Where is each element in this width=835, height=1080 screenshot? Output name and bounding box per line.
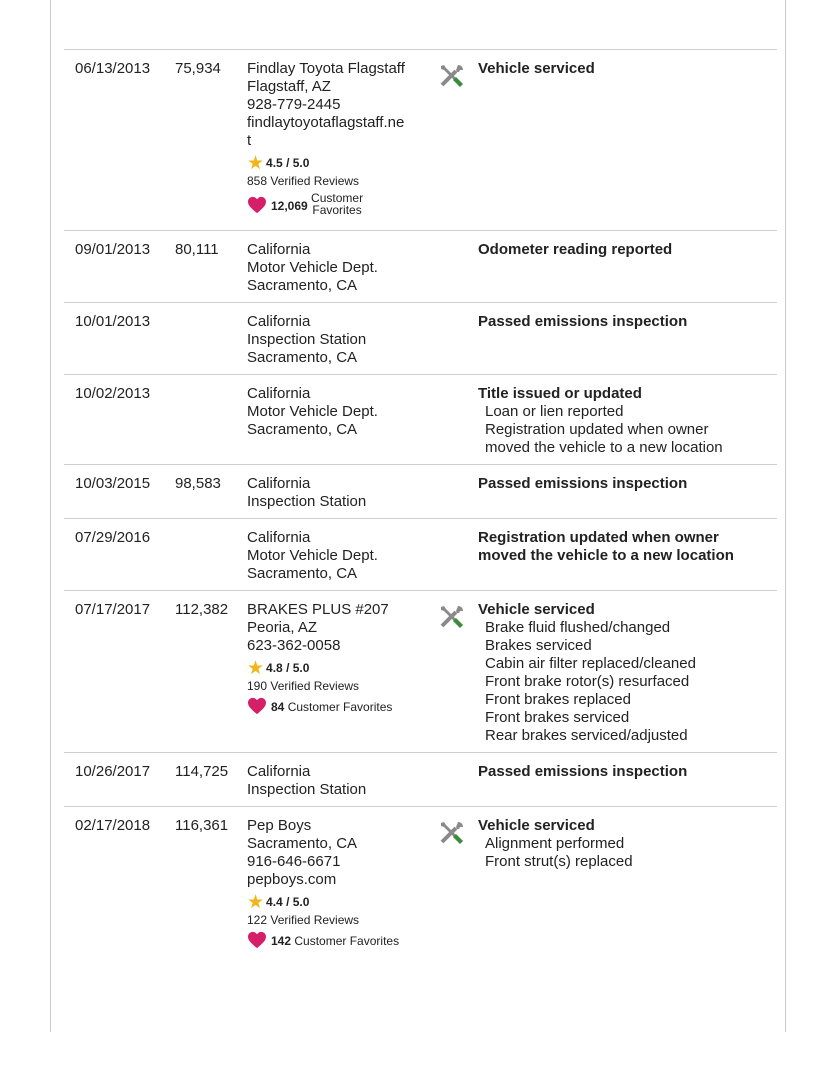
favorites-label-line: Customer	[311, 191, 364, 205]
rating	[247, 660, 392, 677]
table-row	[64, 303, 777, 375]
favorites-label: Customer Favorites	[287, 700, 393, 714]
row-details	[478, 817, 633, 871]
row-date: 10/03/2015	[75, 475, 151, 492]
table-row	[64, 231, 777, 303]
source-phone[interactable]: 916-646-6671	[247, 853, 341, 870]
row-odometer: 114,725	[175, 763, 229, 780]
source-line: California	[247, 475, 311, 492]
detail-item: Brakes serviced	[485, 637, 592, 654]
detail-item: Front brakes serviced	[485, 709, 630, 726]
source-line: California	[247, 763, 311, 780]
star-icon: ★	[247, 153, 265, 174]
source-location: Peoria, AZ	[247, 619, 318, 636]
heart-icon	[247, 931, 267, 949]
row-details	[478, 241, 672, 259]
detail-item: Front brake rotor(s) resurfaced	[485, 673, 690, 690]
source-line: California	[247, 385, 311, 402]
event-title: Passed emissions inspection	[478, 763, 688, 780]
table-row	[64, 591, 777, 753]
row-source	[247, 817, 399, 949]
source-line: Sacramento, CA	[247, 349, 358, 366]
event-title-line: moved the vehicle to a new location	[478, 547, 734, 564]
row-details	[478, 601, 696, 745]
rating-value: 4.8 / 5.0	[266, 661, 310, 675]
source-phone[interactable]: 623-362-0058	[247, 637, 341, 654]
row-odometer: 98,583	[175, 475, 221, 492]
row-date: 10/26/2017	[75, 763, 151, 780]
source-website[interactable]: findlaytoyotaflagstaff.ne	[247, 114, 405, 131]
star-icon: ★	[247, 658, 265, 679]
row-odometer: 75,934	[175, 60, 221, 77]
source-location: Sacramento, CA	[247, 835, 358, 852]
row-details	[478, 529, 734, 565]
row-date: 09/01/2013	[75, 241, 151, 258]
rating	[247, 894, 399, 911]
favorites-count: 12,069	[271, 199, 308, 213]
row-date: 07/29/2016	[75, 529, 151, 546]
event-title: Passed emissions inspection	[478, 313, 688, 330]
event-title: Passed emissions inspection	[478, 475, 688, 492]
source-website[interactable]: pepboys.com	[247, 871, 337, 888]
row-details	[478, 385, 723, 457]
left-border	[50, 0, 51, 1032]
source-line: Inspection Station	[247, 781, 367, 798]
source-line: California	[247, 529, 311, 546]
row-date: 10/02/2013	[75, 385, 151, 402]
service-tools-icon	[436, 62, 466, 92]
row-odometer: 80,111	[175, 241, 219, 258]
heart-icon	[247, 697, 267, 715]
event-title: Title issued or updated	[478, 385, 642, 402]
row-date: 10/01/2013	[75, 313, 151, 330]
detail-item: Registration updated when owner	[485, 421, 709, 438]
favorites-label: Customer Favorites	[294, 934, 400, 948]
source-line: Sacramento, CA	[247, 565, 358, 582]
detail-item: Front brakes replaced	[485, 691, 631, 708]
source-location: Flagstaff, AZ	[247, 78, 331, 95]
row-source	[247, 475, 366, 511]
verified-reviews[interactable]: 858 Verified Reviews	[247, 174, 360, 188]
row-details	[478, 60, 595, 78]
row-date: 02/17/2018	[75, 817, 151, 834]
favorites-label-line: Favorites	[312, 203, 362, 217]
event-title-line: Registration updated when owner	[478, 529, 719, 546]
row-date: 06/13/2013	[75, 60, 151, 77]
event-title: Odometer reading reported	[478, 241, 673, 258]
source-line: Motor Vehicle Dept.	[247, 403, 378, 420]
source-name[interactable]: BRAKES PLUS #207	[247, 601, 389, 618]
source-name[interactable]: Findlay Toyota Flagstaff	[247, 60, 405, 77]
row-source	[247, 60, 405, 216]
source-website-wrap[interactable]: t	[247, 132, 252, 149]
customer-favorites	[247, 931, 399, 949]
row-source	[247, 529, 378, 583]
row-source	[247, 763, 366, 799]
detail-item: Front strut(s) replaced	[485, 853, 633, 870]
row-details	[478, 763, 687, 781]
favorites-label	[311, 192, 363, 216]
rating-value: 4.5 / 5.0	[266, 156, 310, 170]
detail-item: Brake fluid flushed/changed	[485, 619, 671, 636]
event-title: Vehicle serviced	[478, 601, 595, 618]
source-phone[interactable]: 928-779-2445	[247, 96, 341, 113]
rating	[247, 155, 405, 172]
favorites-count: 142	[271, 934, 292, 948]
source-line: Inspection Station	[247, 493, 367, 510]
service-tools-icon	[436, 819, 466, 849]
verified-reviews[interactable]: 122 Verified Reviews	[247, 913, 360, 927]
row-date: 07/17/2017	[75, 601, 151, 618]
detail-item: Rear brakes serviced/adjusted	[485, 727, 688, 744]
source-line: Sacramento, CA	[247, 421, 358, 438]
row-source	[247, 313, 366, 367]
star-icon: ★	[247, 892, 265, 913]
detail-item: Loan or lien reported	[485, 403, 624, 420]
table-row	[64, 49, 777, 231]
source-line: Motor Vehicle Dept.	[247, 259, 378, 276]
row-source	[247, 241, 378, 295]
table-row	[64, 519, 777, 591]
customer-favorites	[247, 697, 392, 715]
row-details	[478, 475, 687, 493]
heart-icon	[247, 196, 267, 214]
right-border	[785, 0, 786, 1032]
favorites-count: 84	[271, 700, 285, 714]
table-row	[64, 753, 777, 807]
service-tools-icon	[436, 603, 466, 633]
source-line: California	[247, 313, 311, 330]
detail-item: moved the vehicle to a new location	[485, 439, 723, 456]
row-odometer: 112,382	[175, 601, 229, 618]
row-source	[247, 601, 392, 715]
verified-reviews[interactable]: 190 Verified Reviews	[247, 679, 360, 693]
history-table	[64, 49, 777, 965]
row-odometer: 116,361	[175, 817, 229, 834]
event-title: Vehicle serviced	[478, 817, 595, 834]
table-row	[64, 375, 777, 465]
customer-favorites	[247, 192, 405, 216]
row-details	[478, 313, 687, 331]
detail-item: Alignment performed	[485, 835, 625, 852]
rating-value: 4.4 / 5.0	[266, 895, 310, 909]
event-title: Vehicle serviced	[478, 60, 595, 77]
source-line: Inspection Station	[247, 331, 367, 348]
source-line: California	[247, 241, 311, 258]
source-line: Motor Vehicle Dept.	[247, 547, 378, 564]
source-name[interactable]: Pep Boys	[247, 817, 312, 834]
table-row	[64, 465, 777, 519]
detail-item: Cabin air filter replaced/cleaned	[485, 655, 696, 672]
table-row	[64, 807, 777, 965]
source-line: Sacramento, CA	[247, 277, 358, 294]
row-source	[247, 385, 378, 439]
